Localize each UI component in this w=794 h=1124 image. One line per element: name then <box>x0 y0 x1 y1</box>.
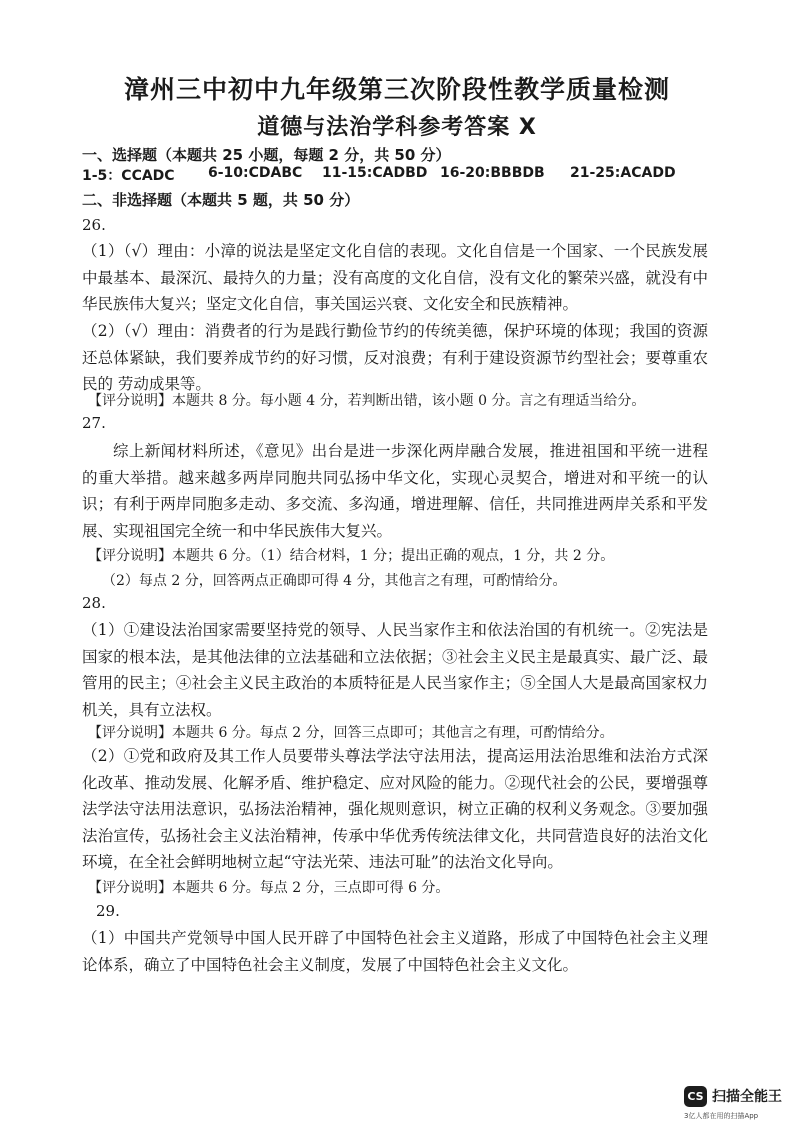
camscanner-name: 扫描全能王 <box>712 1089 782 1105</box>
question-28-answer-1: （1）①建设法治国家需要坚持党的领导、人民当家作主和依法治国的有机统一。②宪法是国家的根本法，是其他法律的立法基础和立法依据；③社会主义民主是最真实、最广泛、最管用的民主；④社会主义民主政治的本质特征是人民当家作主；⑤全国人大是最高国家权力机关，具有立法权。 <box>82 621 708 719</box>
question-27-answer: 综上新闻材料所述，《意见》出台是进一步深化两岸融合发展，推进祖国和平统一进程的重大举措。越来越多两岸同胞共同弘扬中华文化，实现心灵契合，增进对和平统一的认识；有利于两岸同胞多走动、多交流、多沟通，增进理解、信任，共同推进两岸关系和平发展、实现祖国完全统一和中华民族伟大复兴。 <box>82 442 708 540</box>
question-28-answer-2: （2）①党和政府及其工作人员要带头尊法学法守法用法，提高运用法治思维和法治方式深化改革、推动发展、化解矛盾、维护稳定、应对风险的能力。②现代社会的公民，要增强尊法学法守法用法意识，弘扬法治精神，强化规则意识，树立正确的权利义务观念。③要加强法治宣传，弘扬社会主义法治精神，传承中华优秀传统法律文化，共同营造良好的法治文化环境，在全社会鲜明地树立起“守法光荣、违法可耻”的法治文化导向。 <box>82 747 708 871</box>
answer-group-11-15: 11-15:CADBD <box>322 165 428 181</box>
question-28-scoring-note-1: 【评分说明】本题共 6 分。每点 2 分，回答三点即可；其他言之有理，可酌情给分。 <box>88 725 614 741</box>
question-26-answer-1: （1）（√）理由：小漳的说法是坚定文化自信的表现。文化自信是一个国家、一个民族发展中最基本、最深沉、最持久的力量；没有高度的文化自信，没有文化的繁荣兴盛，就没有中华民族伟大复兴；坚定文化自信，事关国运兴衰、文化安全和民族精神。 <box>82 242 708 313</box>
question-28-number: 28. <box>82 594 106 612</box>
question-26-number: 26. <box>82 216 106 234</box>
answer-group-6-10: 6-10:CDABC <box>208 165 303 181</box>
answer-group-1-5: 1-5：CCADC <box>82 168 175 184</box>
section1-heading: 一、选择题（本题共 25 小题，每题 2 分，共 50 分） <box>82 146 451 164</box>
page-title: 漳州三中初中九年级第三次阶段性教学质量检测 <box>123 75 670 104</box>
section2-heading: 二、非选择题（本题共 5 题，共 50 分） <box>82 191 360 209</box>
question-27-scoring-note-1: 【评分说明】本题共 6 分。（1）结合材料，1 分；提出正确的观点，1 分，共 2 分。 <box>88 548 615 564</box>
question-28-scoring-note-2: 【评分说明】本题共 6 分。每点 2 分，三点即可得 6 分。 <box>88 880 450 896</box>
question-27-scoring-note-2: （2）每点 2 分，回答两点正确即可得 4 分，其他言之有理，可酌情给分。 <box>102 573 567 589</box>
question-27-number: 27. <box>82 414 106 432</box>
question-26-answer-2: （2）（√）理由：消费者的行为是践行勤俭节约的传统美德，保护环境的体现；我国的资源还总体紧缺，我们要养成节约的好习惯，反对浪费；有利于建设资源节约型社会；要尊重农民的 劳动成果等。 <box>82 322 708 393</box>
answer-group-21-25: 21-25:ACADD <box>570 165 676 181</box>
question-26-scoring-note: 【评分说明】本题共 8 分。每小题 4 分，若判断出错，该小题 0 分。言之有理适当给分。 <box>88 393 646 409</box>
camscanner-watermark <box>684 1083 794 1123</box>
camscanner-logo-icon: CS <box>684 1086 707 1107</box>
answer-group-16-20: 16-20:BBBDB <box>440 165 545 181</box>
question-29-number: 29. <box>96 902 120 920</box>
question-29-answer-1: （1）中国共产党领导中国人民开辟了中国特色社会主义道路，形成了中国特色社会主义理论体系，确立了中国特色社会主义制度，发展了中国特色社会主义文化。 <box>82 929 708 974</box>
page-subtitle: 道德与法治学科参考答案 X <box>257 115 537 140</box>
camscanner-tagline: 3亿人都在用的扫描App <box>684 1112 759 1120</box>
